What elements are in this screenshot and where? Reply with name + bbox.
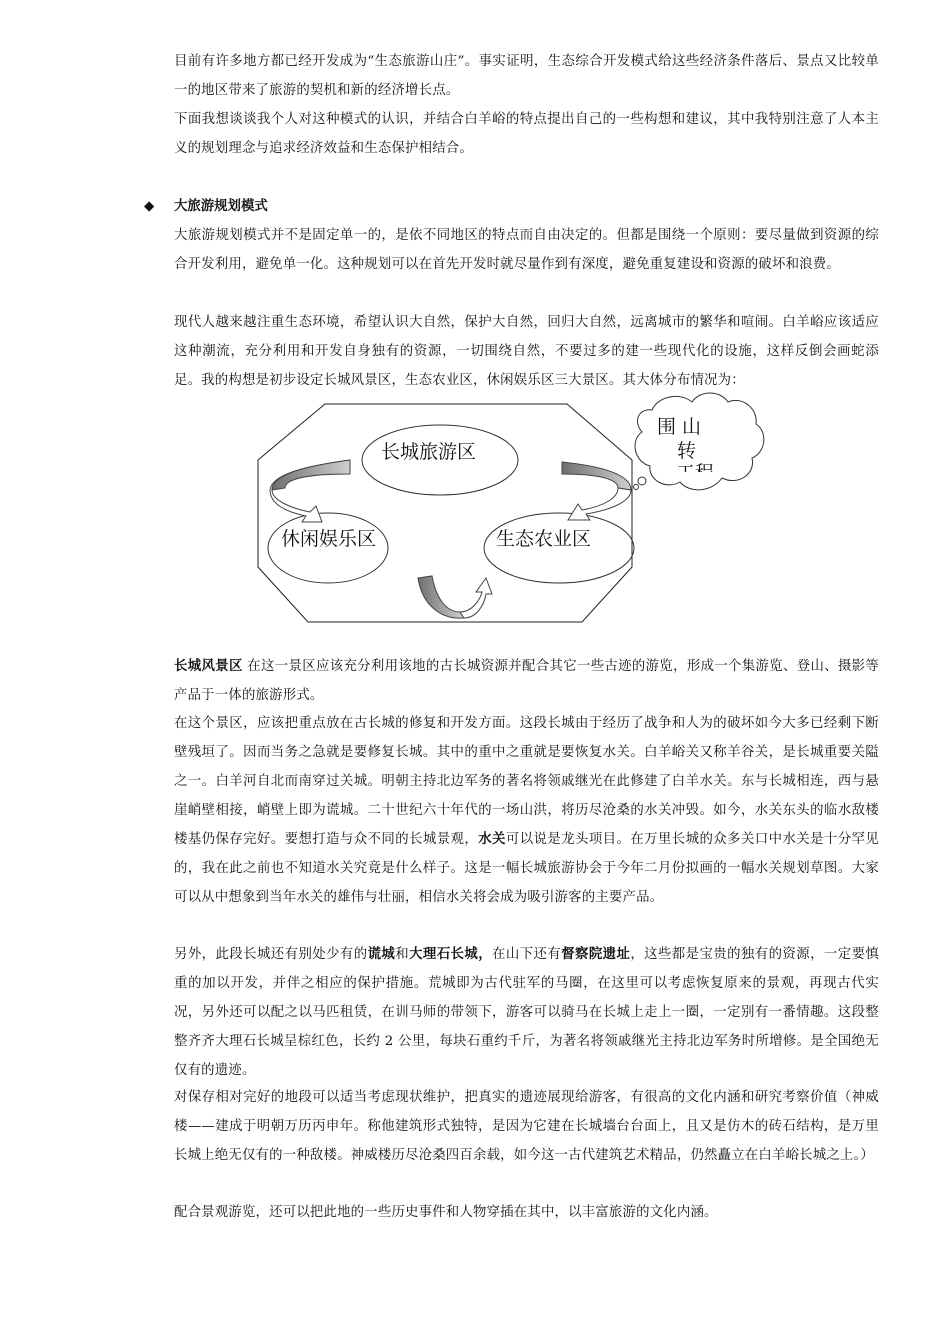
zone-agri-label: 生态农业区 bbox=[496, 528, 592, 550]
section-paragraph-2: 现代人越来越注重生态环境，希望认识大自然，保护大自然，回归大自然，远离城市的繁华和喧闹。白羊峪应该适应这种潮流，充分利用和开发自身独有的资源，一切围绕自然，不要过多的建一些现代化的设施，这样反倒会画蛇添足。我的构想是初步设定长城风景区，生态农业区，休闲娱乐区三大景区。其大体分布情况为： bbox=[174, 315, 879, 388]
paragraph-b-and: 和 bbox=[395, 947, 410, 962]
zone-great-wall-label: 长城旅游区 bbox=[381, 441, 477, 463]
water-pass-bold: 水关 bbox=[478, 831, 506, 847]
paragraph-a-text-2: 可以说是龙头项目。在万里长城的众多关口中水关是十分罕见的，我在此之前也不知道水关究竟是什么样子。这是一幅长城旅游协会于今年二月份拟画的一幅水关规划草图。大家可以从中想象到当年水关的雄伟与壮丽，相信水关将会成为吸引游客的主要产品。 bbox=[174, 832, 879, 905]
cloud-callout bbox=[634, 393, 764, 490]
great-wall-paragraph bbox=[174, 652, 879, 710]
body-paragraph-c: 对保存相对完好的地段可以适当考虑现状维护，把真实的遗迹展现给游客，有很高的文化内涵和研究考察价值（神威楼——建成于明朝万历丙申年。称他建筑形式独特，是因为它建在长城墙台台面上，且又是仿木的砖石结构，是万里长城上绝无仅有的一种敌楼。神威楼历尽沧桑四百余载，如今这一古代建筑艺术精品，仍然矗立在白羊峪长城之上。） bbox=[174, 1090, 879, 1163]
huang-city-bold: 谎城 bbox=[367, 946, 396, 962]
intro-paragraph-1: 目前有许多地方都已经开发成为“生态旅游山庄”。事实证明，生态综合开发模式给这些经济条件落后、景点又比较单一的地区带来了旅游的契机和新的经济增长点。 bbox=[174, 54, 879, 98]
marble-wall-bold: 大理石长城， bbox=[409, 946, 493, 962]
body-paragraph-d: 配合景观游览，还可以把此地的一些历史事件和人物穿插在其中，以丰富旅游的文化内涵。 bbox=[174, 1205, 718, 1220]
arrow-right-curve bbox=[562, 462, 631, 490]
censorate-ruins-bold: 督察院遗址 bbox=[561, 946, 631, 962]
body-paragraph-b bbox=[174, 940, 879, 1085]
paragraph-a-text-1: 在这个景区，应该把重点放在古长城的修复和开发方面。这段长城由于经历了战争和人为的破坏如今大多已经剩下断壁残垣了。因而当务之急就是要修复长城。其中的重中之重就是要恢复水关。白羊峪关又称羊谷关，是长城重要关隘之一。白羊河自北而南穿过关城。明朝主持北边军务的著名将领戚继光在此修建了白羊水关。东与长城相连，西与悬崖峭壁相接，峭壁上即为谎城。二十世纪六十年代的一场山洪，将历尽沧桑的水关冲毁。如今，水关东头的临水敌楼楼基仍保存完好。要想打造与众不同的长城景观， bbox=[174, 716, 879, 847]
paragraph-b-text-3: ，这些都是宝贵的独有的资源，一定要慎重的加以开发，并伴之相应的保护措施。荒城即为古代驻军的马圈，在这里可以考虑恢复原来的景观，再现古代实况，另外还可以配之以马匹租赁，在训马师的带领下，游客可以骑马在长城上走上一圈，一定别有一番情趣。这段整整齐齐大理石长城呈棕红色，长约 2 公里，每块石重约千斤，为著名将领戚继光主持北边军务时所增修。是全国绝无仅有的遗迹。 bbox=[174, 947, 879, 1078]
zone-leisure-label: 休闲娱乐区 bbox=[281, 528, 377, 550]
cloud-text-line-2: 转 bbox=[677, 440, 697, 462]
intro-paragraph-2: 下面我想谈谈我个人对这种模式的认识，并结合白羊峪的特点提出自己的一些构想和建议，其中我特别注意了人本主义的规划理念与追求经济效益和生态保护相结合。 bbox=[174, 112, 879, 156]
paragraph-b-text-1: 另外，此段长城还有别处少有的 bbox=[174, 947, 368, 962]
section-paragraph-1: 大旅游规划模式并不是固定单一的，是依不同地区的特点而自由决定的。但都是围绕一个原则：要尽量做到资源的综合开发利用，避免单一化。这种规划可以在首先开发时就尽量作到有深度，避免重复建设和资源的破坏和浪费。 bbox=[174, 228, 879, 272]
great-wall-intro: 在这一景区应该充分利用该地的古长城资源并配合其它一些古迹的游览，形成一个集游览、登山、摄影等产品于一体的旅游形式。 bbox=[174, 659, 880, 703]
section-title: 大旅游规划模式 bbox=[174, 198, 268, 214]
paragraph-b-text-2: 在山下还有 bbox=[492, 947, 562, 962]
diamond-bullet-icon: ◆ bbox=[144, 198, 155, 214]
arrow-bottom-uturn bbox=[418, 576, 464, 618]
cloud-text-line-1: 围 山 bbox=[657, 416, 702, 438]
body-paragraph-a bbox=[174, 709, 879, 912]
great-wall-title: 长城风景区 bbox=[174, 658, 243, 674]
